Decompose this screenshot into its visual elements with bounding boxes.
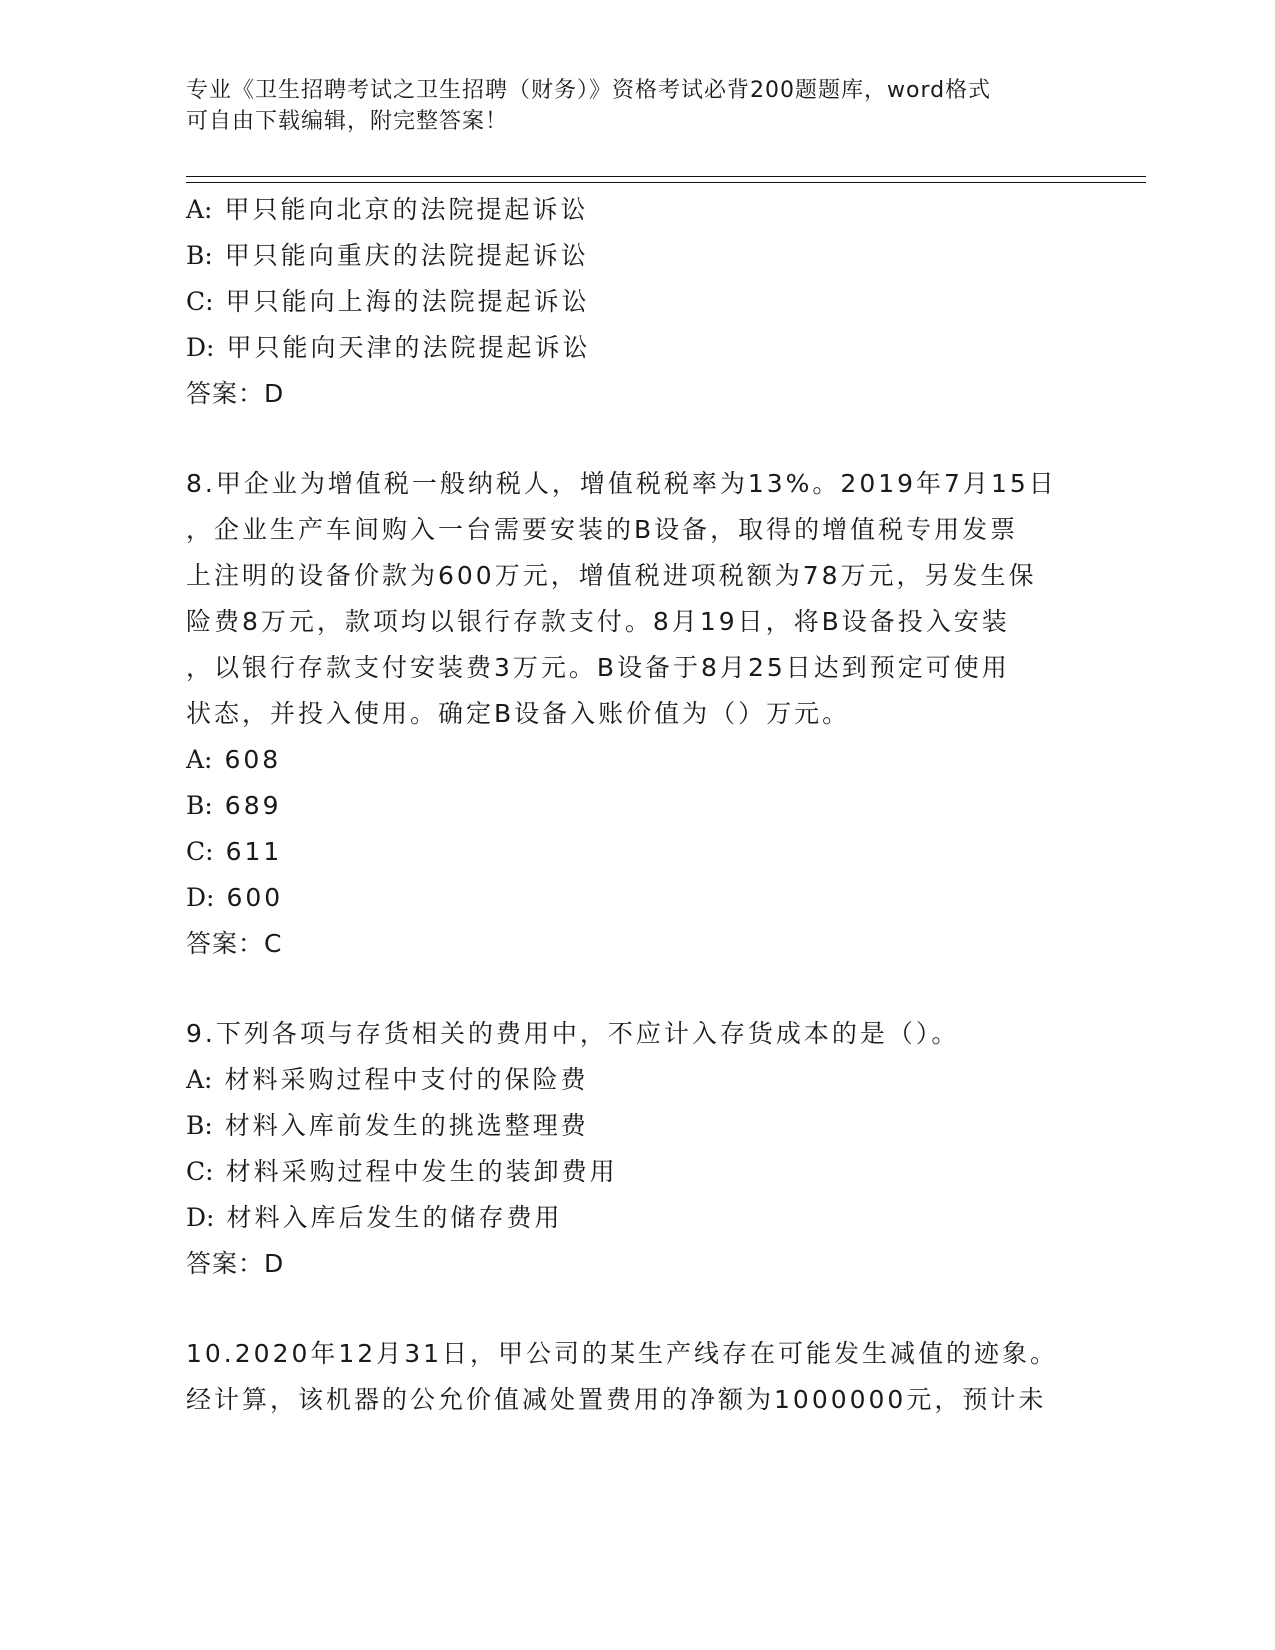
option-key: A: bbox=[186, 745, 213, 774]
option-d bbox=[186, 1195, 1086, 1241]
option-text: 甲只能向北京的法院提起诉讼 bbox=[224, 195, 589, 224]
header-divider bbox=[186, 176, 1146, 183]
option-c bbox=[186, 1149, 1086, 1195]
question-stem-line: 8.甲企业为增值税一般纳税人，增值税税率为13%。2019年7月15日 bbox=[186, 469, 1057, 498]
option-text: 611 bbox=[225, 837, 283, 866]
question-10 bbox=[186, 1331, 1086, 1423]
option-text: 608 bbox=[224, 745, 282, 774]
option-text: 材料入库后发生的储存费用 bbox=[226, 1203, 563, 1232]
option-text: 材料采购过程中发生的装卸费用 bbox=[225, 1157, 618, 1186]
option-key: B: bbox=[186, 241, 213, 270]
option-key: A: bbox=[186, 1065, 213, 1094]
answer: 答案：D bbox=[186, 1249, 285, 1278]
option-c bbox=[186, 829, 1086, 875]
answer: 答案：C bbox=[186, 929, 283, 958]
header-title-line-2: 可自由下载编辑，附完整答案！ bbox=[186, 109, 509, 134]
option-key: D: bbox=[186, 333, 215, 362]
option-text: 材料入库前发生的挑选整理费 bbox=[224, 1111, 589, 1140]
question-7 bbox=[186, 187, 1086, 417]
document-header bbox=[186, 75, 1066, 137]
option-key: D: bbox=[186, 1203, 215, 1232]
option-a bbox=[186, 187, 1086, 233]
question-stem-line: 上注明的设备价款为600万元，增值税进项税额为78万元，另发生保 bbox=[186, 561, 1037, 590]
option-d bbox=[186, 875, 1086, 921]
question-stem-line: 状态，并投入使用。确定B设备入账价值为（）万元。 bbox=[186, 699, 851, 728]
question-stem-line: 经计算，该机器的公允价值减处置费用的净额为1000000元，预计未 bbox=[186, 1385, 1047, 1414]
option-a bbox=[186, 1057, 1086, 1103]
question-8 bbox=[186, 461, 1086, 967]
question-stem-line: ，企业生产车间购入一台需要安装的B设备，取得的增值税专用发票 bbox=[186, 515, 1019, 544]
question-stem-line: ，以银行存款支付安装费3万元。B设备于8月25日达到预定可使用 bbox=[186, 653, 1010, 682]
option-b bbox=[186, 233, 1086, 279]
option-c bbox=[186, 279, 1086, 325]
option-text: 材料采购过程中支付的保险费 bbox=[224, 1065, 589, 1094]
option-text: 甲只能向重庆的法院提起诉讼 bbox=[224, 241, 589, 270]
option-text: 甲只能向天津的法院提起诉讼 bbox=[226, 333, 591, 362]
option-text: 甲只能向上海的法院提起诉讼 bbox=[225, 287, 590, 316]
option-key: B: bbox=[186, 1111, 213, 1140]
option-key: A: bbox=[186, 195, 213, 224]
option-text: 600 bbox=[226, 883, 284, 912]
option-key: C: bbox=[186, 287, 214, 316]
option-b bbox=[186, 1103, 1086, 1149]
option-text: 689 bbox=[224, 791, 282, 820]
option-key: C: bbox=[186, 837, 214, 866]
option-key: C: bbox=[186, 1157, 214, 1186]
question-stem-line: 9.下列各项与存货相关的费用中，不应计入存货成本的是（）。 bbox=[186, 1019, 960, 1048]
header-title-line-1: 专业《卫生招聘考试之卫生招聘（财务）》资格考试必背200题题库，word格式 bbox=[186, 78, 992, 103]
question-stem-line: 险费8万元，款项均以银行存款支付。8月19日，将B设备投入安装 bbox=[186, 607, 1010, 636]
answer: 答案：D bbox=[186, 379, 285, 408]
option-a bbox=[186, 737, 1086, 783]
option-d bbox=[186, 325, 1086, 371]
option-b bbox=[186, 783, 1086, 829]
question-content bbox=[186, 187, 1086, 1423]
option-key: B: bbox=[186, 791, 213, 820]
option-key: D: bbox=[186, 883, 215, 912]
question-stem-line: 10.2020年12月31日，甲公司的某生产线存在可能发生减值的迹象。 bbox=[186, 1339, 1059, 1368]
question-9 bbox=[186, 1011, 1086, 1287]
